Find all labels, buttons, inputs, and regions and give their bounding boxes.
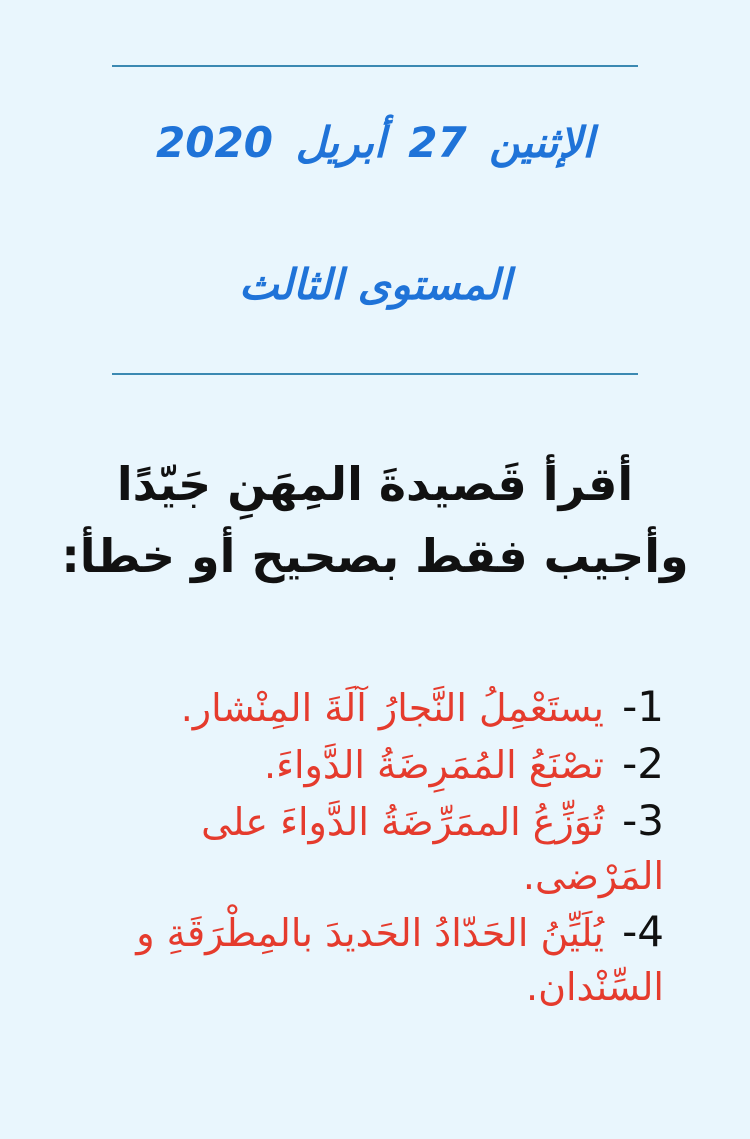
statements-list (64, 680, 664, 1016)
statement-text: تُوَزِّعُ الممَرِّضَةُ الدَّواءَ على المَرْضى. (201, 800, 664, 898)
statement-item-4 (64, 905, 664, 1014)
statement-item-3 (64, 794, 664, 903)
statement-text: تصْنَعُ المُمَرِضَةُ الدَّواءَ. (264, 743, 605, 787)
statement-text: يستَعْمِلُ النَّجارُ آلَةَ المِنْشار. (180, 686, 605, 730)
bottom-divider (112, 373, 638, 375)
statement-number: 3- (622, 796, 664, 845)
top-divider (112, 65, 638, 67)
statement-number: 2- (622, 739, 664, 788)
date-heading: الإثنين 27 أبريل 2020 (156, 118, 594, 167)
instruction-text (40, 448, 710, 592)
statement-number: 4- (622, 907, 664, 956)
statement-number: 1- (622, 682, 664, 731)
instruction-line-1: أقرأ قَصيدةَ المِهَنِ جَيّدًا (116, 457, 634, 511)
instruction-line-2: وأجيب فقط بصحيح أو خطأ: (61, 529, 689, 583)
level-heading: المستوى الثالث (238, 260, 512, 309)
statement-item-2 (64, 737, 664, 792)
statement-item-1 (64, 680, 664, 735)
statement-text: يُلَيِّنُ الحَدّادُ الحَديدَ بالمِطْرَقَةِ و السِّنْدان. (136, 911, 664, 1009)
